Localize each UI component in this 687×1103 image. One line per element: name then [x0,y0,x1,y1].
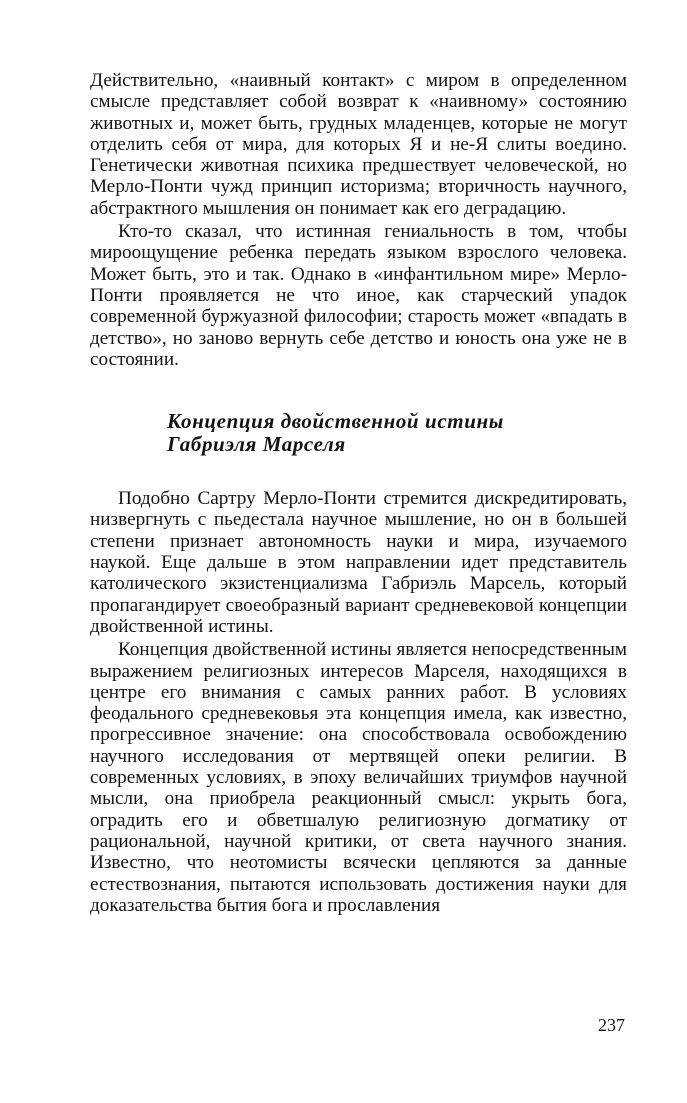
paragraph-2: Кто-то сказал, что истинная гениальность в том, чтобы мироощущение ребенка передать языком взрослого человека. Может быть, это и так. Однако в «инфантильном мире» Мерло-Понти проявляется не что иное, как старческий упадок современной буржуазной философии; старость может «впадать в детство», но заново вернуть себе детство и юность она уже не в состоянии. [90,221,627,370]
heading-line-2: Габриэля Марселя [167,432,346,457]
paragraph-3: Подобно Сартру Мерло-Понти стремится дискредитировать, низвергнуть с пьедестала научное мышление, но он в большей степени признает автономность науки и мира, изучаемого наукой. Еще дальше в этом направлении идет представитель католического экзистенциализма Габриэль Марсель, который пропагандирует своеобразный вариант средневековой концепции двойственной истины. [90,488,627,637]
page-body [90,70,627,916]
page-number: 237 [598,1015,625,1035]
paragraph-1: Действительно, «наивный контакт» с миром в определенном смысле представляет собой возврат к «наивному» состоянию животных и, может быть, грудных младенцев, которые не могут отделить себя от мира, для которых Я и не-Я слиты воедино. Генетически животная психика предшествует человеческой, но Мерло-Понти чужд принцип историзма; вторичность научного, абстрактного мышления он понимает как его деградацию. [90,70,627,219]
section-gap [90,456,627,488]
paragraph-4: Концепция двойственной истины является непосредственным выражением религиозных интересов Марселя, находящихся в центре его внимания с самых ранних работ. В условиях феодального средневековья эта концепция имела, как известно, прогрессивное значение: она способствовала освобождению научного исследования от мертвящей опеки религии. В современных условиях, в эпоху величайших триумфов научной мысли, она приобрела реакционный смысл: укрыть бога, оградить его и обветшалую религиозную догматику от рациональной, научной критики, от света научного знания. Известно, что неотомисты всячески цепляются за данные естествознания, пытаются использовать достижения науки для доказательства бытия бога и прославления [90,639,627,916]
section-heading [90,410,627,456]
section-gap [90,370,627,410]
heading-line-1: Концепция двойственной истины [167,409,504,434]
